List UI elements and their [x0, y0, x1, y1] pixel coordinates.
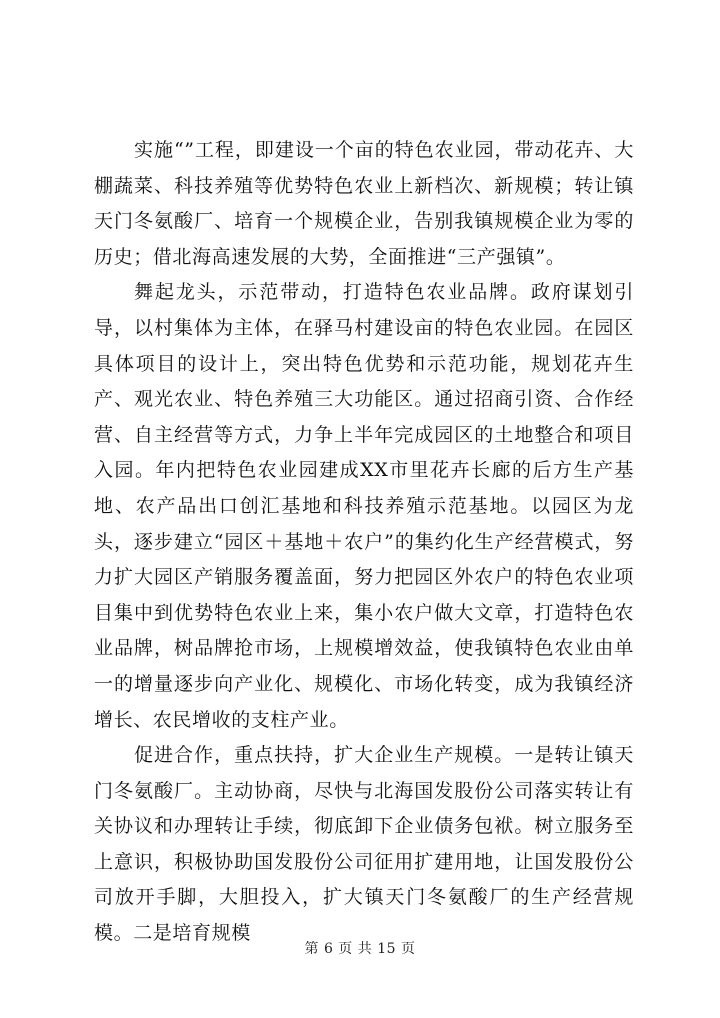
- paragraph-2: 舞起龙头，示范带动，打造特色农业品牌。政府谋划引导，以村集体为主体，在驿马村建设亩的特色农业园。在园区具体项目的设计上，突出特色优势和示范功能，规划花卉生产、观光农业、特色养殖三大功能区。通过招商引资、合作经营、自主经营等方式，力争上半年完成园区的土地整合和项目入园。年内把特色农业园建成XX市里花卉长廊的后方生产基地、农产品出口创汇基地和科技养殖示范基地。以园区为龙头，逐步建立“园区＋基地＋农户”的集约化生产经营模式，努力扩大园区产销服务覆盖面，努力把园区外农户的特色农业项目集中到优势特色农业上来，集小农户做大文章，打造特色农业品牌，树品牌抢市场，上规模增效益，使我镇特色农业由单一的增量逐步向产业化、规模化、市场化转变，成为我镇经济增长、农民增收的支柱产业。: [94, 281, 634, 731]
- page-number-footer: 第 6 页 共 15 页: [304, 941, 416, 957]
- document-body: [94, 133, 634, 952]
- paragraph-3: 促进合作，重点扶持，扩大企业生产规模。一是转让镇天门冬氨酸厂。主动协商，尽快与北海国发股份公司落实转让有关协议和办理转让手续，彻底卸下企业债务包袱。树立服务至上意识，积极协助国发股份公司征用扩建用地，让国发股份公司放开手脚，大胆投入，扩大镇天门冬氨酸厂的生产经营规模。二是培育规模: [94, 744, 634, 945]
- paragraph-1: 实施“”工程，即建设一个亩的特色农业园，带动花卉、大棚蔬菜、科技养殖等优势特色农业上新档次、新规模；转让镇天门冬氨酸厂、培育一个规模企业，告别我镇规模企业为零的历史；借北海高速发展的大势，全面推进“三产强镇”。: [94, 139, 634, 268]
